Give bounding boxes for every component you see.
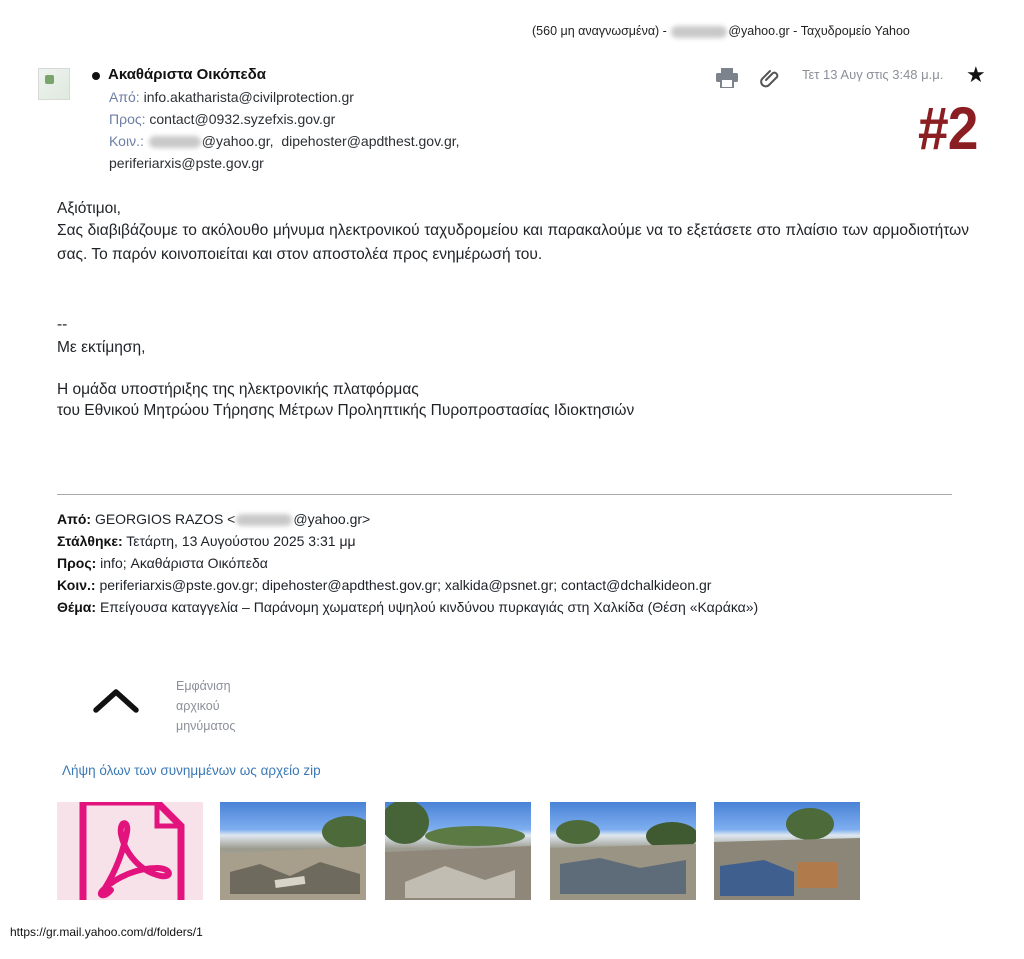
pdf-file-icon bbox=[57, 802, 203, 900]
attachment-photo-1[interactable] bbox=[220, 802, 366, 900]
signature-separator: -- bbox=[57, 316, 68, 333]
greeting: Αξιότιμοι, bbox=[57, 200, 121, 217]
fwd-from-label: Από: bbox=[57, 511, 92, 527]
cc-label: Κοιν.: bbox=[109, 133, 144, 149]
fwd-sent-line bbox=[57, 533, 356, 549]
fwd-cc-value: periferiarxis@pste.gov.gr; dipehoster@apdthest.gov.gr; xalkida@psnet.gr; contact@dchalkideon.gr bbox=[99, 577, 712, 593]
photo-thumbnail bbox=[385, 802, 531, 900]
fwd-subject-value: Επείγουσα καταγγελία – Παράνομη χωματερή υψηλού κινδύνου πυρκαγιάς στη Χαλκίδα (Θέση «Καράκα») bbox=[99, 599, 759, 615]
sender-name[interactable]: Ακαθάριστα Οικόπεδα bbox=[108, 66, 266, 83]
photo-thumbnail bbox=[550, 802, 696, 900]
attachment-pdf[interactable] bbox=[57, 802, 203, 900]
download-zip-link[interactable]: Λήψη όλων των συνημμένων ως αρχείο zip bbox=[62, 763, 321, 778]
number-badge: #2 bbox=[918, 95, 978, 162]
print-icon[interactable] bbox=[716, 68, 738, 88]
fwd-sent-value: Τετάρτη, 13 Αυγούστου 2025 3:31 μμ bbox=[126, 533, 356, 549]
fwd-from-line bbox=[57, 511, 370, 527]
cc-line bbox=[109, 133, 460, 149]
sender-avatar bbox=[38, 68, 70, 100]
from-address[interactable]: info.akatharista@civilprotection.gr bbox=[143, 89, 354, 105]
to-address[interactable]: contact@0932.syzefxis.gov.gr bbox=[149, 111, 336, 127]
chevron-up-icon[interactable] bbox=[92, 684, 140, 716]
show-original-line-1: Εμφάνιση bbox=[176, 679, 231, 693]
fwd-cc-line bbox=[57, 577, 711, 593]
show-original-line-3: μηνύματος bbox=[176, 719, 236, 733]
unread-dot-icon bbox=[92, 72, 100, 80]
cc-address-3[interactable]: periferiarxis@pste.gov.gr bbox=[109, 155, 264, 171]
fwd-to-value: info; Ακαθάριστα Οικόπεδα bbox=[100, 555, 268, 571]
attachment-photo-4[interactable] bbox=[714, 802, 860, 900]
photo-thumbnail bbox=[220, 802, 366, 900]
from-label: Από: bbox=[109, 89, 140, 105]
redacted-email bbox=[236, 514, 292, 526]
show-original-line-2: αρχικού bbox=[176, 699, 220, 713]
fwd-to-label: Προς: bbox=[57, 555, 97, 571]
redacted-email bbox=[149, 136, 201, 148]
to-line bbox=[109, 111, 335, 127]
footer-url: https://gr.mail.yahoo.com/d/folders/1 bbox=[10, 925, 203, 939]
signature-team-line-1: Η ομάδα υποστήριξης της ηλεκτρονικής πλατφόρμας bbox=[57, 381, 419, 398]
window-title-suffix: @yahoo.gr - Ταχυδρομείο Yahoo bbox=[728, 24, 910, 38]
star-icon[interactable]: ★ bbox=[966, 62, 986, 87]
message-date: Τετ 13 Αυγ στις 3:48 μ.μ. bbox=[802, 67, 944, 82]
divider bbox=[57, 494, 952, 495]
body-paragraph: Σας διαβιβάζουμε το ακόλουθο μήνυμα ηλεκτρονικού ταχυδρομείου και παρακαλούμε να το εξετάσετε στο πλαίσιο των αρμοδιοτήτων σας. Το παρόν κοινοποιείται και στον αποστολέα προς ενημέρωσή του. bbox=[57, 222, 969, 263]
to-label: Προς: bbox=[109, 111, 146, 127]
attachment-photo-2[interactable] bbox=[385, 802, 531, 900]
unread-count-text: (560 μη αναγνωσμένα) - bbox=[532, 24, 667, 38]
from-line bbox=[109, 89, 354, 105]
signature-regards: Με εκτίμηση, bbox=[57, 339, 146, 356]
paperclip-icon[interactable] bbox=[760, 67, 780, 89]
attachment-photo-3[interactable] bbox=[550, 802, 696, 900]
fwd-subject-line bbox=[57, 599, 758, 615]
fwd-from-name: GEORGIOS RAZOS < bbox=[94, 511, 236, 527]
cc-line-2 bbox=[109, 155, 264, 171]
photo-thumbnail bbox=[714, 802, 860, 900]
cc-address-2[interactable]: dipehoster@apdthest.gov.gr, bbox=[281, 133, 460, 149]
fwd-from-suffix: @yahoo.gr> bbox=[293, 511, 371, 527]
fwd-to-line bbox=[57, 555, 268, 571]
redacted-email bbox=[671, 26, 727, 38]
fwd-subject-label: Θέμα: bbox=[57, 599, 97, 615]
signature-team-line-2: του Εθνικού Μητρώου Τήρησης Μέτρων Προληπτικής Πυροπροστασίας Ιδιοκτησιών bbox=[57, 402, 635, 419]
cc-address-1[interactable]: @yahoo.gr, bbox=[201, 133, 274, 149]
show-original-button[interactable] bbox=[176, 676, 235, 736]
fwd-cc-label: Κοιν.: bbox=[57, 577, 96, 593]
window-title bbox=[532, 24, 910, 38]
fwd-sent-label: Στάλθηκε: bbox=[57, 533, 123, 549]
